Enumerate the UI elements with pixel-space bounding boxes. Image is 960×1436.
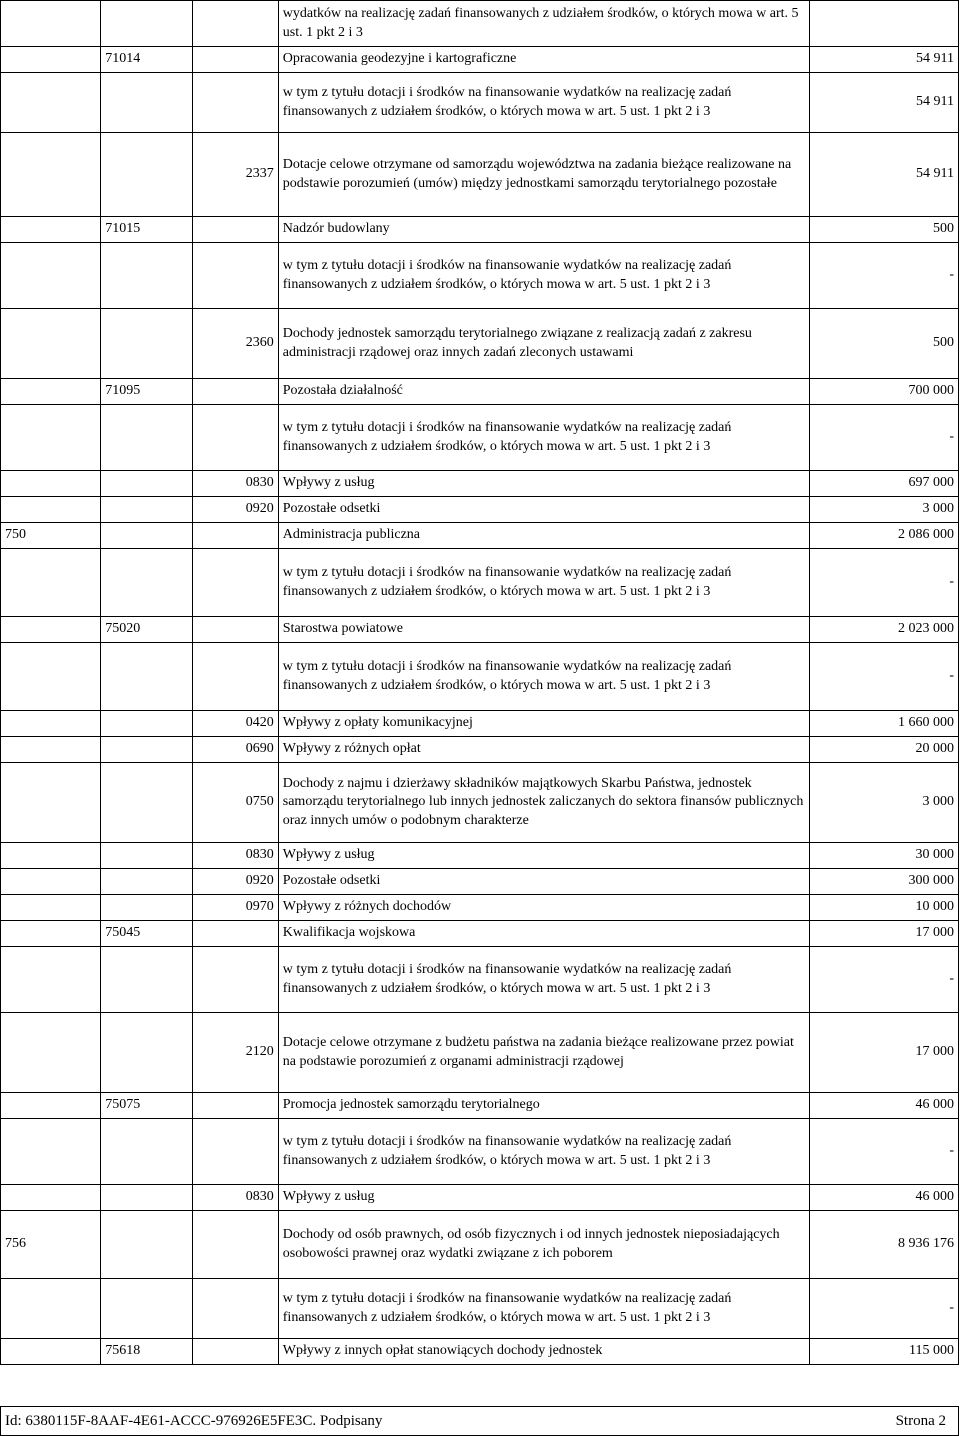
item-name-cell: w tym z tytułu dotacji i środków na finansowanie wydatków na realizację zadań finansowanych z udziałem środków, o których mowa w art. 5 ust. 1 pkt 2 i 3 <box>278 947 809 1013</box>
table-row <box>1 379 959 405</box>
table-row <box>1 1119 959 1185</box>
section-code-cell: 756 <box>1 1211 101 1279</box>
paragraph-code-cell: 0420 <box>193 711 278 737</box>
amount-cell: 3 000 <box>809 497 958 523</box>
table-row <box>1 471 959 497</box>
section-code-cell <box>1 47 101 73</box>
chapter-code-cell <box>101 1185 193 1211</box>
paragraph-code-cell <box>193 1279 278 1339</box>
amount-cell: 10 000 <box>809 895 958 921</box>
paragraph-code-cell: 0830 <box>193 471 278 497</box>
section-code-cell <box>1 1013 101 1093</box>
table-row <box>1 763 959 843</box>
section-code-cell <box>1 73 101 133</box>
paragraph-code-cell <box>193 1339 278 1365</box>
item-name-cell: Pozostałe odsetki <box>278 497 809 523</box>
paragraph-code-cell <box>193 243 278 309</box>
section-code-cell <box>1 243 101 309</box>
table-row <box>1 1339 959 1365</box>
amount-cell: 17 000 <box>809 921 958 947</box>
paragraph-code-cell: 2337 <box>193 133 278 217</box>
table-row <box>1 895 959 921</box>
item-name-cell: wydatków na realizację zadań finansowanych z udziałem środków, o których mowa w art. 5 ust. 1 pkt 2 i 3 <box>278 1 809 47</box>
item-name-cell: w tym z tytułu dotacji i środków na finansowanie wydatków na realizację zadań finansowanych z udziałem środków, o których mowa w art. 5 ust. 1 pkt 2 i 3 <box>278 405 809 471</box>
item-name-cell: Starostwa powiatowe <box>278 617 809 643</box>
section-code-cell <box>1 309 101 379</box>
chapter-code-cell: 75045 <box>101 921 193 947</box>
section-code-cell <box>1 921 101 947</box>
chapter-code-cell <box>101 711 193 737</box>
amount-cell: 8 936 176 <box>809 1211 958 1279</box>
item-name-cell: Opracowania geodezyjne i kartograficzne <box>278 47 809 73</box>
table-row <box>1 1211 959 1279</box>
item-name-cell: Dochody od osób prawnych, od osób fizycznych i od innych jednostek nieposiadających osobowości prawnej oraz wydatki związane z ich poborem <box>278 1211 809 1279</box>
paragraph-code-cell <box>193 1093 278 1119</box>
amount-cell: 500 <box>809 217 958 243</box>
paragraph-code-cell <box>193 523 278 549</box>
amount-cell: 697 000 <box>809 471 958 497</box>
chapter-code-cell <box>101 869 193 895</box>
amount-cell: 54 911 <box>809 133 958 217</box>
section-code-cell <box>1 1279 101 1339</box>
amount-cell: - <box>809 947 958 1013</box>
document-id: Id: 6380115F-8AAF-4E61-ACCC-976926E5FE3C. Podpisany <box>5 1413 383 1429</box>
section-code-cell <box>1 379 101 405</box>
section-code-cell <box>1 405 101 471</box>
table-row <box>1 737 959 763</box>
amount-cell: 2 086 000 <box>809 523 958 549</box>
item-name-cell: Dotacje celowe otrzymane z budżetu państwa na zadania bieżące realizowane przez powiat na podstawie porozumień z organami administracji rządowej <box>278 1013 809 1093</box>
paragraph-code-cell: 0830 <box>193 1185 278 1211</box>
chapter-code-cell <box>101 549 193 617</box>
amount-cell: 115 000 <box>809 1339 958 1365</box>
chapter-code-cell <box>101 843 193 869</box>
amount-cell: 2 023 000 <box>809 617 958 643</box>
page-footer <box>0 1406 959 1436</box>
amount-cell: 700 000 <box>809 379 958 405</box>
section-code-cell <box>1 549 101 617</box>
item-name-cell: Pozostałe odsetki <box>278 869 809 895</box>
table-row <box>1 405 959 471</box>
section-code-cell <box>1 1339 101 1365</box>
item-name-cell: Wpływy z różnych dochodów <box>278 895 809 921</box>
paragraph-code-cell <box>193 947 278 1013</box>
table-row <box>1 1013 959 1093</box>
table-row <box>1 243 959 309</box>
chapter-code-cell <box>101 497 193 523</box>
chapter-code-cell <box>101 947 193 1013</box>
chapter-code-cell: 75075 <box>101 1093 193 1119</box>
paragraph-code-cell <box>193 921 278 947</box>
table-row <box>1 921 959 947</box>
chapter-code-cell <box>101 309 193 379</box>
item-name-cell: w tym z tytułu dotacji i środków na finansowanie wydatków na realizację zadań finansowanych z udziałem środków, o których mowa w art. 5 ust. 1 pkt 2 i 3 <box>278 1119 809 1185</box>
amount-cell: - <box>809 549 958 617</box>
page-number: Strona 2 <box>895 1413 946 1429</box>
chapter-code-cell <box>101 1 193 47</box>
chapter-code-cell <box>101 895 193 921</box>
table-row <box>1 711 959 737</box>
paragraph-code-cell: 0970 <box>193 895 278 921</box>
paragraph-code-cell <box>193 217 278 243</box>
paragraph-code-cell: 0920 <box>193 869 278 895</box>
chapter-code-cell <box>101 523 193 549</box>
chapter-code-cell <box>101 1119 193 1185</box>
item-name-cell: w tym z tytułu dotacji i środków na finansowanie wydatków na realizację zadań finansowanych z udziałem środków, o których mowa w art. 5 ust. 1 pkt 2 i 3 <box>278 243 809 309</box>
amount-cell <box>809 1 958 47</box>
paragraph-code-cell <box>193 405 278 471</box>
table-row <box>1 1093 959 1119</box>
section-code-cell <box>1 643 101 711</box>
section-code-cell <box>1 1185 101 1211</box>
section-code-cell <box>1 1 101 47</box>
amount-cell: 300 000 <box>809 869 958 895</box>
item-name-cell: Wpływy z usług <box>278 471 809 497</box>
item-name-cell: w tym z tytułu dotacji i środków na finansowanie wydatków na realizację zadań finansowanych z udziałem środków, o których mowa w art. 5 ust. 1 pkt 2 i 3 <box>278 73 809 133</box>
item-name-cell: Dotacje celowe otrzymane od samorządu województwa na zadania bieżące realizowane na podstawie porozumień (umów) między jednostkami samorządu terytorialnego pozostałe <box>278 133 809 217</box>
section-code-cell <box>1 763 101 843</box>
paragraph-code-cell: 0920 <box>193 497 278 523</box>
section-code-cell <box>1 471 101 497</box>
table-row <box>1 549 959 617</box>
chapter-code-cell: 71095 <box>101 379 193 405</box>
table-row <box>1 843 959 869</box>
chapter-code-cell: 71015 <box>101 217 193 243</box>
table-row <box>1 47 959 73</box>
amount-cell: 54 911 <box>809 73 958 133</box>
section-code-cell <box>1 133 101 217</box>
table-row <box>1 617 959 643</box>
section-code-cell <box>1 895 101 921</box>
item-name-cell: Wpływy z usług <box>278 1185 809 1211</box>
table-row <box>1 497 959 523</box>
section-code-cell <box>1 869 101 895</box>
chapter-code-cell <box>101 737 193 763</box>
table-row <box>1 947 959 1013</box>
chapter-code-cell <box>101 73 193 133</box>
table-row <box>1 869 959 895</box>
item-name-cell: Kwalifikacja wojskowa <box>278 921 809 947</box>
paragraph-code-cell: 2120 <box>193 1013 278 1093</box>
item-name-cell: w tym z tytułu dotacji i środków na finansowanie wydatków na realizację zadań finansowanych z udziałem środków, o których mowa w art. 5 ust. 1 pkt 2 i 3 <box>278 549 809 617</box>
chapter-code-cell: 71014 <box>101 47 193 73</box>
item-name-cell: Nadzór budowlany <box>278 217 809 243</box>
amount-cell: 46 000 <box>809 1093 958 1119</box>
chapter-code-cell: 75618 <box>101 1339 193 1365</box>
section-code-cell <box>1 1119 101 1185</box>
paragraph-code-cell <box>193 643 278 711</box>
table-row <box>1 217 959 243</box>
table-row <box>1 1185 959 1211</box>
amount-cell: - <box>809 1279 958 1339</box>
chapter-code-cell <box>101 1279 193 1339</box>
item-name-cell: Administracja publiczna <box>278 523 809 549</box>
paragraph-code-cell <box>193 549 278 617</box>
item-name-cell: Wpływy z innych opłat stanowiących dochody jednostek <box>278 1339 809 1365</box>
paragraph-code-cell <box>193 1 278 47</box>
chapter-code-cell <box>101 1211 193 1279</box>
section-code-cell <box>1 217 101 243</box>
section-code-cell <box>1 737 101 763</box>
item-name-cell: w tym z tytułu dotacji i środków na finansowanie wydatków na realizację zadań finansowanych z udziałem środków, o których mowa w art. 5 ust. 1 pkt 2 i 3 <box>278 643 809 711</box>
paragraph-code-cell <box>193 1211 278 1279</box>
chapter-code-cell: 75020 <box>101 617 193 643</box>
budget-table-body <box>1 1 959 1365</box>
section-code-cell <box>1 1093 101 1119</box>
item-name-cell: Pozostała działalność <box>278 379 809 405</box>
amount-cell: 20 000 <box>809 737 958 763</box>
chapter-code-cell <box>101 133 193 217</box>
amount-cell: - <box>809 405 958 471</box>
table-row <box>1 73 959 133</box>
item-name-cell: Dochody jednostek samorządu terytorialnego związane z realizacją zadań z zakresu administracji rządowej oraz innych zadań zleconych ustawami <box>278 309 809 379</box>
section-code-cell <box>1 711 101 737</box>
amount-cell: 500 <box>809 309 958 379</box>
amount-cell: 1 660 000 <box>809 711 958 737</box>
table-row <box>1 309 959 379</box>
item-name-cell: Wpływy z usług <box>278 843 809 869</box>
chapter-code-cell <box>101 1013 193 1093</box>
amount-cell: 30 000 <box>809 843 958 869</box>
chapter-code-cell <box>101 471 193 497</box>
amount-cell: 54 911 <box>809 47 958 73</box>
paragraph-code-cell <box>193 617 278 643</box>
paragraph-code-cell <box>193 73 278 133</box>
paragraph-code-cell <box>193 47 278 73</box>
section-code-cell: 750 <box>1 523 101 549</box>
amount-cell: 3 000 <box>809 763 958 843</box>
chapter-code-cell <box>101 405 193 471</box>
table-row <box>1 643 959 711</box>
paragraph-code-cell: 0690 <box>193 737 278 763</box>
item-name-cell: w tym z tytułu dotacji i środków na finansowanie wydatków na realizację zadań finansowanych z udziałem środków, o których mowa w art. 5 ust. 1 pkt 2 i 3 <box>278 1279 809 1339</box>
item-name-cell: Wpływy z różnych opłat <box>278 737 809 763</box>
table-row <box>1 523 959 549</box>
item-name-cell: Dochody z najmu i dzierżawy składników majątkowych Skarbu Państwa, jednostek samorządu terytorialnego lub innych jednostek zaliczanych do sektora finansów publicznych oraz innych umów o podobnym charakterze <box>278 763 809 843</box>
paragraph-code-cell <box>193 1119 278 1185</box>
section-code-cell <box>1 497 101 523</box>
paragraph-code-cell: 0830 <box>193 843 278 869</box>
paragraph-code-cell: 2360 <box>193 309 278 379</box>
table-row <box>1 1279 959 1339</box>
item-name-cell: Promocja jednostek samorządu terytorialnego <box>278 1093 809 1119</box>
section-code-cell <box>1 843 101 869</box>
amount-cell: - <box>809 643 958 711</box>
table-row <box>1 133 959 217</box>
paragraph-code-cell <box>193 379 278 405</box>
chapter-code-cell <box>101 243 193 309</box>
chapter-code-cell <box>101 763 193 843</box>
amount-cell: - <box>809 1119 958 1185</box>
amount-cell: 17 000 <box>809 1013 958 1093</box>
item-name-cell: Wpływy z opłaty komunikacyjnej <box>278 711 809 737</box>
paragraph-code-cell: 0750 <box>193 763 278 843</box>
section-code-cell <box>1 947 101 1013</box>
amount-cell: - <box>809 243 958 309</box>
table-row <box>1 1 959 47</box>
chapter-code-cell <box>101 643 193 711</box>
amount-cell: 46 000 <box>809 1185 958 1211</box>
section-code-cell <box>1 617 101 643</box>
